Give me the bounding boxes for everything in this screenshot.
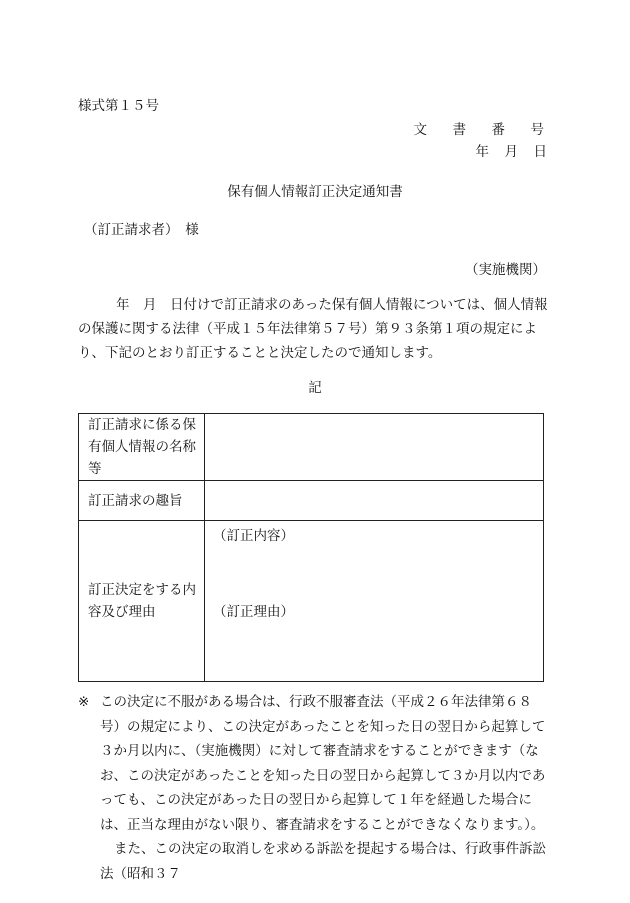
note-continuation: また、この決定の取消しを求める訴訟を提起する場合は、行政事件訴訟法（昭和３７ <box>100 841 546 882</box>
recipient: （訂正請求者） 様 <box>84 222 199 238</box>
row-label-info-name: 訂正請求に係る保有個人情報の名称等 <box>79 414 205 481</box>
correction-content-label: （訂正内容） <box>213 528 294 544</box>
decision-table <box>78 413 544 682</box>
correction-reason-label: （訂正理由） <box>213 604 294 620</box>
table-row <box>79 481 544 521</box>
table-row <box>79 414 544 481</box>
page-title: 保有個人情報訂正決定通知書 <box>227 184 403 200</box>
document-date: 年 月 日 <box>475 144 548 160</box>
note-text: この決定に不服がある場合は、行政不服審査法（平成２６年法律第６８号）の規定により、この決定があったことを知った日の翌日から起算して３か月以内に、（実施機関）に対して審査請求をすることができます（なお、この決定があったことを知った日の翌日から起算して３か月以内であっても、この決定があった日の翌日から起算して１年を経過した場合には、正当な理由がない限り、審査請求をすることができなくなります。）。 <box>100 694 546 833</box>
form-number: 様式第１５号 <box>78 98 159 114</box>
decision-content-cell <box>205 521 544 682</box>
note-mark: ※ <box>78 694 90 710</box>
body-paragraph: 年 月 日付けで訂正請求のあった保有個人情報については、個人情報の保護に関する法律（平成１５年法律第５７号）第９３条第１項の規定により、下記のとおり訂正することと決定したので通知します。 <box>78 297 548 361</box>
info-name-value <box>205 414 544 481</box>
ki-heading: 記 <box>308 380 322 396</box>
row-label-purpose: 訂正請求の趣旨 <box>79 481 205 521</box>
note-block <box>78 690 552 886</box>
row-label-decision: 訂正決定をする内容及び理由 <box>79 521 205 682</box>
issuing-agency: （実施機関） <box>465 262 546 278</box>
table-row <box>79 521 544 682</box>
document-number: 文 書 番 号 <box>413 122 550 138</box>
purpose-value <box>205 481 544 521</box>
